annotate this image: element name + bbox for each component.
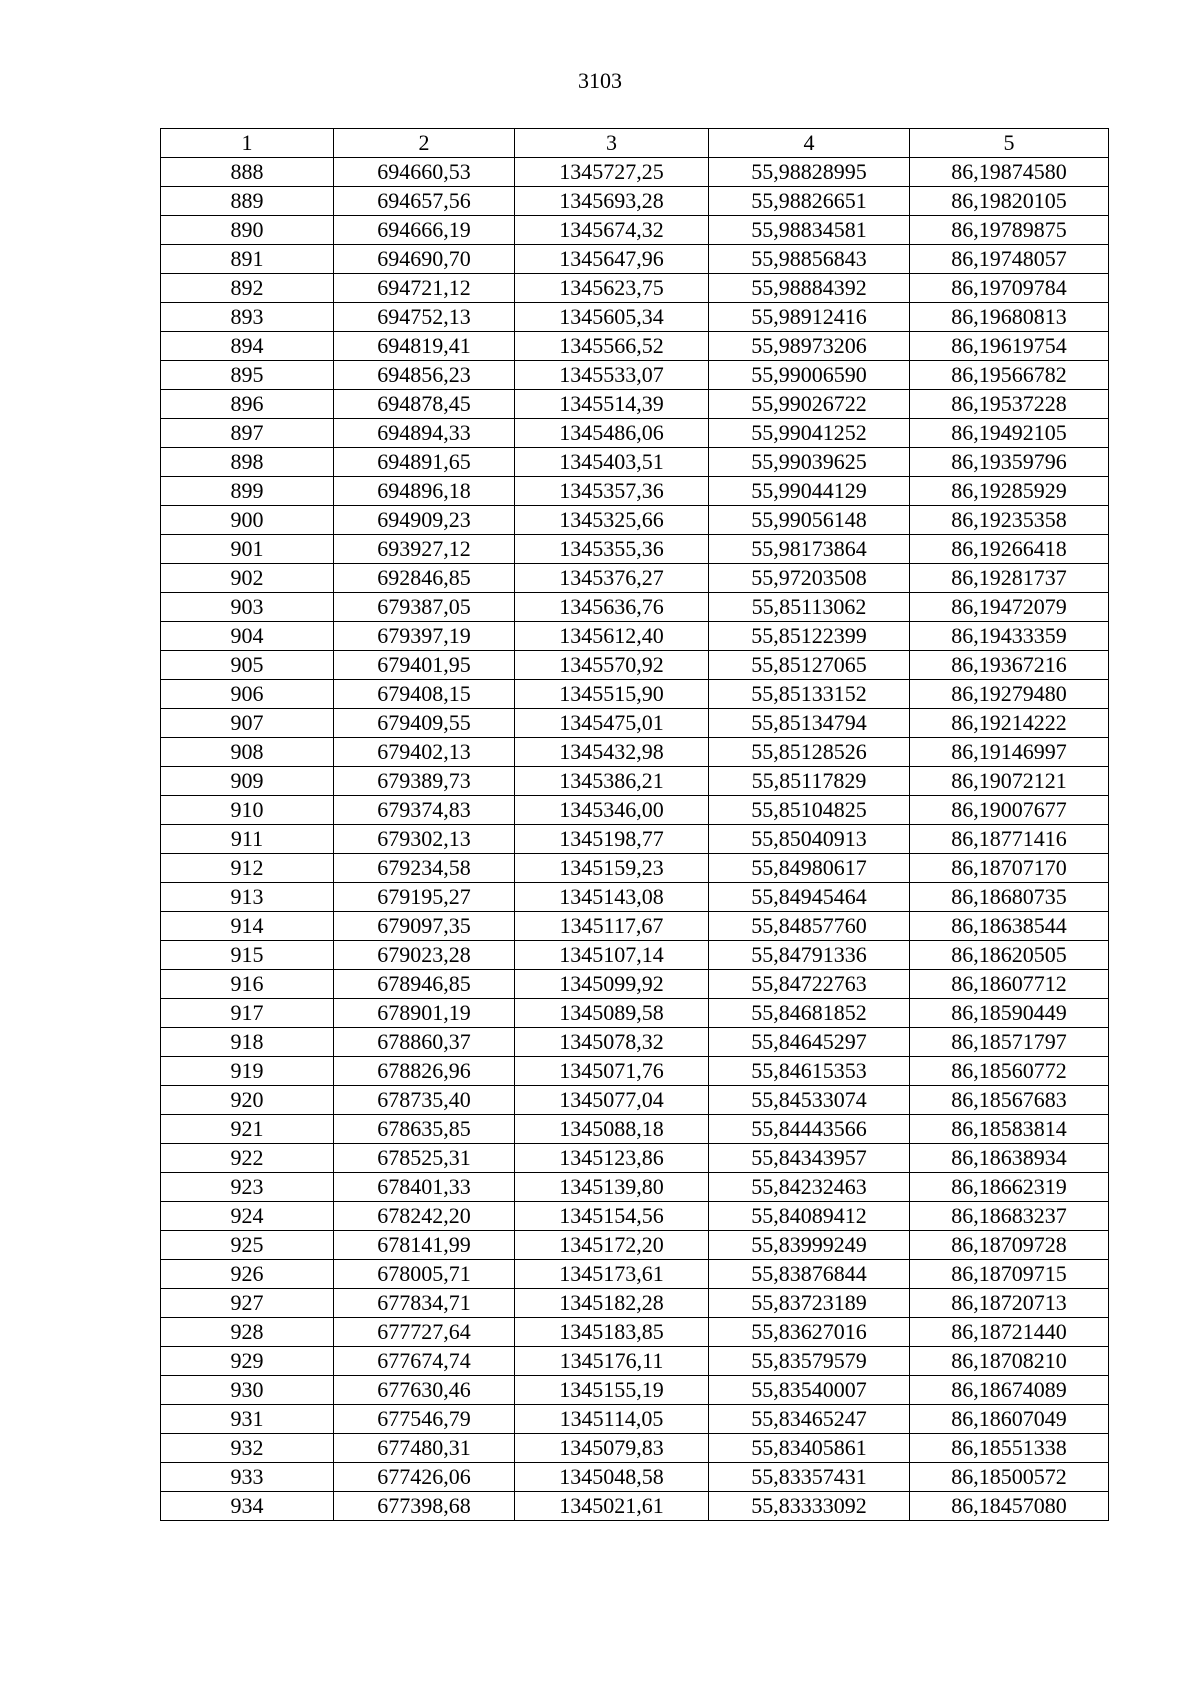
y-coordinate-cell: 1345077,04 — [515, 1086, 709, 1115]
y-coordinate-cell: 1345078,32 — [515, 1028, 709, 1057]
longitude-cell: 86,18674089 — [910, 1376, 1109, 1405]
latitude-cell: 55,85133152 — [709, 680, 910, 709]
y-coordinate-cell: 1345079,83 — [515, 1434, 709, 1463]
point-number-cell: 901 — [161, 535, 334, 564]
x-coordinate-cell: 694819,41 — [334, 332, 515, 361]
x-coordinate-cell: 679374,83 — [334, 796, 515, 825]
x-coordinate-cell: 678826,96 — [334, 1057, 515, 1086]
y-coordinate-cell: 1345114,05 — [515, 1405, 709, 1434]
latitude-cell: 55,99044129 — [709, 477, 910, 506]
table-row — [161, 1492, 1109, 1521]
table-row — [161, 477, 1109, 506]
column-header: 5 — [910, 129, 1109, 158]
table-row — [161, 796, 1109, 825]
point-number-cell: 927 — [161, 1289, 334, 1318]
table-row — [161, 1405, 1109, 1434]
x-coordinate-cell: 679408,15 — [334, 680, 515, 709]
y-coordinate-cell: 1345514,39 — [515, 390, 709, 419]
column-header: 2 — [334, 129, 515, 158]
point-number-cell: 908 — [161, 738, 334, 767]
x-coordinate-cell: 694657,56 — [334, 187, 515, 216]
x-coordinate-cell: 678635,85 — [334, 1115, 515, 1144]
table-row — [161, 564, 1109, 593]
coordinates-table — [160, 128, 1109, 1521]
latitude-cell: 55,83465247 — [709, 1405, 910, 1434]
longitude-cell: 86,19874580 — [910, 158, 1109, 187]
y-coordinate-cell: 1345355,36 — [515, 535, 709, 564]
y-coordinate-cell: 1345566,52 — [515, 332, 709, 361]
latitude-cell: 55,84980617 — [709, 854, 910, 883]
point-number-cell: 890 — [161, 216, 334, 245]
longitude-cell: 86,19279480 — [910, 680, 1109, 709]
table-row — [161, 999, 1109, 1028]
y-coordinate-cell: 1345386,21 — [515, 767, 709, 796]
y-coordinate-cell: 1345647,96 — [515, 245, 709, 274]
y-coordinate-cell: 1345403,51 — [515, 448, 709, 477]
longitude-cell: 86,19472079 — [910, 593, 1109, 622]
longitude-cell: 86,18709715 — [910, 1260, 1109, 1289]
table-row — [161, 912, 1109, 941]
latitude-cell: 55,85122399 — [709, 622, 910, 651]
point-number-cell: 930 — [161, 1376, 334, 1405]
table-row — [161, 1086, 1109, 1115]
column-header: 4 — [709, 129, 910, 158]
table-row — [161, 593, 1109, 622]
longitude-cell: 86,19680813 — [910, 303, 1109, 332]
y-coordinate-cell: 1345089,58 — [515, 999, 709, 1028]
point-number-cell: 916 — [161, 970, 334, 999]
y-coordinate-cell: 1345107,14 — [515, 941, 709, 970]
longitude-cell: 86,19820105 — [910, 187, 1109, 216]
longitude-cell: 86,19709784 — [910, 274, 1109, 303]
point-number-cell: 911 — [161, 825, 334, 854]
table-row — [161, 1202, 1109, 1231]
point-number-cell: 898 — [161, 448, 334, 477]
x-coordinate-cell: 679402,13 — [334, 738, 515, 767]
point-number-cell: 913 — [161, 883, 334, 912]
latitude-cell: 55,83357431 — [709, 1463, 910, 1492]
latitude-cell: 55,85117829 — [709, 767, 910, 796]
table-row — [161, 1057, 1109, 1086]
point-number-cell: 920 — [161, 1086, 334, 1115]
point-number-cell: 918 — [161, 1028, 334, 1057]
longitude-cell: 86,18500572 — [910, 1463, 1109, 1492]
table-row — [161, 1144, 1109, 1173]
x-coordinate-cell: 679302,13 — [334, 825, 515, 854]
latitude-cell: 55,83999249 — [709, 1231, 910, 1260]
table-row — [161, 1463, 1109, 1492]
longitude-cell: 86,19214222 — [910, 709, 1109, 738]
y-coordinate-cell: 1345486,06 — [515, 419, 709, 448]
longitude-cell: 86,18708210 — [910, 1347, 1109, 1376]
latitude-cell: 55,98826651 — [709, 187, 910, 216]
latitude-cell: 55,99056148 — [709, 506, 910, 535]
latitude-cell: 55,83627016 — [709, 1318, 910, 1347]
y-coordinate-cell: 1345182,28 — [515, 1289, 709, 1318]
y-coordinate-cell: 1345570,92 — [515, 651, 709, 680]
x-coordinate-cell: 678860,37 — [334, 1028, 515, 1057]
point-number-cell: 906 — [161, 680, 334, 709]
table-row — [161, 535, 1109, 564]
longitude-cell: 86,19367216 — [910, 651, 1109, 680]
point-number-cell: 912 — [161, 854, 334, 883]
point-number-cell: 928 — [161, 1318, 334, 1347]
point-number-cell: 888 — [161, 158, 334, 187]
x-coordinate-cell: 678901,19 — [334, 999, 515, 1028]
point-number-cell: 926 — [161, 1260, 334, 1289]
latitude-cell: 55,83723189 — [709, 1289, 910, 1318]
latitude-cell: 55,84533074 — [709, 1086, 910, 1115]
x-coordinate-cell: 679397,19 — [334, 622, 515, 651]
x-coordinate-cell: 679195,27 — [334, 883, 515, 912]
longitude-cell: 86,18590449 — [910, 999, 1109, 1028]
longitude-cell: 86,18567683 — [910, 1086, 1109, 1115]
point-number-cell: 905 — [161, 651, 334, 680]
table-row — [161, 1376, 1109, 1405]
table-row — [161, 187, 1109, 216]
longitude-cell: 86,19619754 — [910, 332, 1109, 361]
latitude-cell: 55,84443566 — [709, 1115, 910, 1144]
y-coordinate-cell: 1345159,23 — [515, 854, 709, 883]
x-coordinate-cell: 678735,40 — [334, 1086, 515, 1115]
latitude-cell: 55,84857760 — [709, 912, 910, 941]
table-row — [161, 245, 1109, 274]
table-row — [161, 1289, 1109, 1318]
x-coordinate-cell: 694666,19 — [334, 216, 515, 245]
table-row — [161, 1173, 1109, 1202]
longitude-cell: 86,19537228 — [910, 390, 1109, 419]
longitude-cell: 86,18620505 — [910, 941, 1109, 970]
x-coordinate-cell: 678946,85 — [334, 970, 515, 999]
table-row — [161, 303, 1109, 332]
latitude-cell: 55,85128526 — [709, 738, 910, 767]
latitude-cell: 55,85127065 — [709, 651, 910, 680]
table-body — [161, 158, 1109, 1521]
point-number-cell: 896 — [161, 390, 334, 419]
latitude-cell: 55,85134794 — [709, 709, 910, 738]
longitude-cell: 86,19235358 — [910, 506, 1109, 535]
table-row — [161, 680, 1109, 709]
latitude-cell: 55,99041252 — [709, 419, 910, 448]
table-row — [161, 651, 1109, 680]
y-coordinate-cell: 1345357,36 — [515, 477, 709, 506]
y-coordinate-cell: 1345117,67 — [515, 912, 709, 941]
latitude-cell: 55,84722763 — [709, 970, 910, 999]
table-row — [161, 1231, 1109, 1260]
longitude-cell: 86,18683237 — [910, 1202, 1109, 1231]
longitude-cell: 86,18583814 — [910, 1115, 1109, 1144]
y-coordinate-cell: 1345172,20 — [515, 1231, 709, 1260]
table-row — [161, 158, 1109, 187]
column-header: 3 — [515, 129, 709, 158]
latitude-cell: 55,98828995 — [709, 158, 910, 187]
y-coordinate-cell: 1345099,92 — [515, 970, 709, 999]
x-coordinate-cell: 694752,13 — [334, 303, 515, 332]
point-number-cell: 907 — [161, 709, 334, 738]
table-row — [161, 361, 1109, 390]
longitude-cell: 86,18551338 — [910, 1434, 1109, 1463]
point-number-cell: 900 — [161, 506, 334, 535]
latitude-cell: 55,84945464 — [709, 883, 910, 912]
x-coordinate-cell: 678242,20 — [334, 1202, 515, 1231]
longitude-cell: 86,19146997 — [910, 738, 1109, 767]
y-coordinate-cell: 1345173,61 — [515, 1260, 709, 1289]
table-row — [161, 767, 1109, 796]
y-coordinate-cell: 1345376,27 — [515, 564, 709, 593]
latitude-cell: 55,97203508 — [709, 564, 910, 593]
x-coordinate-cell: 679387,05 — [334, 593, 515, 622]
latitude-cell: 55,84615353 — [709, 1057, 910, 1086]
table-row — [161, 1434, 1109, 1463]
y-coordinate-cell: 1345346,00 — [515, 796, 709, 825]
latitude-cell: 55,84645297 — [709, 1028, 910, 1057]
x-coordinate-cell: 692846,85 — [334, 564, 515, 593]
x-coordinate-cell: 677426,06 — [334, 1463, 515, 1492]
latitude-cell: 55,85104825 — [709, 796, 910, 825]
point-number-cell: 904 — [161, 622, 334, 651]
y-coordinate-cell: 1345198,77 — [515, 825, 709, 854]
y-coordinate-cell: 1345727,25 — [515, 158, 709, 187]
point-number-cell: 929 — [161, 1347, 334, 1376]
point-number-cell: 910 — [161, 796, 334, 825]
longitude-cell: 86,19007677 — [910, 796, 1109, 825]
point-number-cell: 893 — [161, 303, 334, 332]
point-number-cell: 933 — [161, 1463, 334, 1492]
y-coordinate-cell: 1345176,11 — [515, 1347, 709, 1376]
x-coordinate-cell: 679409,55 — [334, 709, 515, 738]
point-number-cell: 899 — [161, 477, 334, 506]
table-row — [161, 1318, 1109, 1347]
y-coordinate-cell: 1345155,19 — [515, 1376, 709, 1405]
x-coordinate-cell: 678401,33 — [334, 1173, 515, 1202]
latitude-cell: 55,84089412 — [709, 1202, 910, 1231]
table-row — [161, 390, 1109, 419]
y-coordinate-cell: 1345533,07 — [515, 361, 709, 390]
point-number-cell: 903 — [161, 593, 334, 622]
table-row — [161, 1347, 1109, 1376]
latitude-cell: 55,98973206 — [709, 332, 910, 361]
longitude-cell: 86,18771416 — [910, 825, 1109, 854]
table-row — [161, 825, 1109, 854]
latitude-cell: 55,83540007 — [709, 1376, 910, 1405]
longitude-cell: 86,18709728 — [910, 1231, 1109, 1260]
longitude-cell: 86,18457080 — [910, 1492, 1109, 1521]
x-coordinate-cell: 679401,95 — [334, 651, 515, 680]
y-coordinate-cell: 1345674,32 — [515, 216, 709, 245]
y-coordinate-cell: 1345048,58 — [515, 1463, 709, 1492]
longitude-cell: 86,18638544 — [910, 912, 1109, 941]
x-coordinate-cell: 677834,71 — [334, 1289, 515, 1318]
longitude-cell: 86,18607049 — [910, 1405, 1109, 1434]
latitude-cell: 55,98173864 — [709, 535, 910, 564]
point-number-cell: 894 — [161, 332, 334, 361]
point-number-cell: 914 — [161, 912, 334, 941]
longitude-cell: 86,18560772 — [910, 1057, 1109, 1086]
point-number-cell: 892 — [161, 274, 334, 303]
y-coordinate-cell: 1345623,75 — [515, 274, 709, 303]
longitude-cell: 86,19359796 — [910, 448, 1109, 477]
longitude-cell: 86,19281737 — [910, 564, 1109, 593]
x-coordinate-cell: 694878,45 — [334, 390, 515, 419]
table-row — [161, 883, 1109, 912]
table-row — [161, 854, 1109, 883]
table-row — [161, 332, 1109, 361]
point-number-cell: 917 — [161, 999, 334, 1028]
page-number: 3103 — [578, 68, 622, 93]
table-row — [161, 1260, 1109, 1289]
point-number-cell: 891 — [161, 245, 334, 274]
point-number-cell: 932 — [161, 1434, 334, 1463]
longitude-cell: 86,18571797 — [910, 1028, 1109, 1057]
longitude-cell: 86,19433359 — [910, 622, 1109, 651]
point-number-cell: 897 — [161, 419, 334, 448]
x-coordinate-cell: 694909,23 — [334, 506, 515, 535]
y-coordinate-cell: 1345183,85 — [515, 1318, 709, 1347]
latitude-cell: 55,98912416 — [709, 303, 910, 332]
table-row — [161, 1115, 1109, 1144]
latitude-cell: 55,99039625 — [709, 448, 910, 477]
latitude-cell: 55,83876844 — [709, 1260, 910, 1289]
latitude-cell: 55,99006590 — [709, 361, 910, 390]
x-coordinate-cell: 694894,33 — [334, 419, 515, 448]
x-coordinate-cell: 679023,28 — [334, 941, 515, 970]
latitude-cell: 55,84791336 — [709, 941, 910, 970]
longitude-cell: 86,18707170 — [910, 854, 1109, 883]
x-coordinate-cell: 678005,71 — [334, 1260, 515, 1289]
y-coordinate-cell: 1345475,01 — [515, 709, 709, 738]
point-number-cell: 931 — [161, 1405, 334, 1434]
x-coordinate-cell: 678525,31 — [334, 1144, 515, 1173]
table-row — [161, 709, 1109, 738]
point-number-cell: 889 — [161, 187, 334, 216]
y-coordinate-cell: 1345139,80 — [515, 1173, 709, 1202]
point-number-cell: 921 — [161, 1115, 334, 1144]
y-coordinate-cell: 1345636,76 — [515, 593, 709, 622]
y-coordinate-cell: 1345693,28 — [515, 187, 709, 216]
longitude-cell: 86,19492105 — [910, 419, 1109, 448]
latitude-cell: 55,99026722 — [709, 390, 910, 419]
latitude-cell: 55,85113062 — [709, 593, 910, 622]
x-coordinate-cell: 694721,12 — [334, 274, 515, 303]
x-coordinate-cell: 693927,12 — [334, 535, 515, 564]
y-coordinate-cell: 1345432,98 — [515, 738, 709, 767]
point-number-cell: 925 — [161, 1231, 334, 1260]
longitude-cell: 86,19789875 — [910, 216, 1109, 245]
longitude-cell: 86,18607712 — [910, 970, 1109, 999]
latitude-cell: 55,84232463 — [709, 1173, 910, 1202]
x-coordinate-cell: 677546,79 — [334, 1405, 515, 1434]
table-row — [161, 448, 1109, 477]
latitude-cell: 55,84343957 — [709, 1144, 910, 1173]
x-coordinate-cell: 694660,53 — [334, 158, 515, 187]
longitude-cell: 86,18638934 — [910, 1144, 1109, 1173]
y-coordinate-cell: 1345605,34 — [515, 303, 709, 332]
longitude-cell: 86,18662319 — [910, 1173, 1109, 1202]
x-coordinate-cell: 694856,23 — [334, 361, 515, 390]
y-coordinate-cell: 1345515,90 — [515, 680, 709, 709]
table-row — [161, 970, 1109, 999]
x-coordinate-cell: 679389,73 — [334, 767, 515, 796]
point-number-cell: 902 — [161, 564, 334, 593]
x-coordinate-cell: 679234,58 — [334, 854, 515, 883]
longitude-cell: 86,18721440 — [910, 1318, 1109, 1347]
point-number-cell: 919 — [161, 1057, 334, 1086]
point-number-cell: 895 — [161, 361, 334, 390]
longitude-cell: 86,19748057 — [910, 245, 1109, 274]
table-row — [161, 738, 1109, 767]
point-number-cell: 923 — [161, 1173, 334, 1202]
point-number-cell: 915 — [161, 941, 334, 970]
latitude-cell: 55,83333092 — [709, 1492, 910, 1521]
y-coordinate-cell: 1345154,56 — [515, 1202, 709, 1231]
point-number-cell: 922 — [161, 1144, 334, 1173]
table-row — [161, 622, 1109, 651]
x-coordinate-cell: 678141,99 — [334, 1231, 515, 1260]
x-coordinate-cell: 694690,70 — [334, 245, 515, 274]
y-coordinate-cell: 1345071,76 — [515, 1057, 709, 1086]
table-header-row — [161, 129, 1109, 158]
table-row — [161, 419, 1109, 448]
y-coordinate-cell: 1345123,86 — [515, 1144, 709, 1173]
table-row — [161, 1028, 1109, 1057]
x-coordinate-cell: 694891,65 — [334, 448, 515, 477]
latitude-cell: 55,83405861 — [709, 1434, 910, 1463]
column-header: 1 — [161, 129, 334, 158]
x-coordinate-cell: 677630,46 — [334, 1376, 515, 1405]
point-number-cell: 909 — [161, 767, 334, 796]
y-coordinate-cell: 1345021,61 — [515, 1492, 709, 1521]
x-coordinate-cell: 694896,18 — [334, 477, 515, 506]
x-coordinate-cell: 677480,31 — [334, 1434, 515, 1463]
x-coordinate-cell: 677398,68 — [334, 1492, 515, 1521]
longitude-cell: 86,19072121 — [910, 767, 1109, 796]
y-coordinate-cell: 1345143,08 — [515, 883, 709, 912]
longitude-cell: 86,19566782 — [910, 361, 1109, 390]
table-row — [161, 941, 1109, 970]
table-row — [161, 216, 1109, 245]
table-row — [161, 506, 1109, 535]
latitude-cell: 55,98884392 — [709, 274, 910, 303]
latitude-cell: 55,98856843 — [709, 245, 910, 274]
x-coordinate-cell: 679097,35 — [334, 912, 515, 941]
y-coordinate-cell: 1345325,66 — [515, 506, 709, 535]
latitude-cell: 55,83579579 — [709, 1347, 910, 1376]
point-number-cell: 924 — [161, 1202, 334, 1231]
longitude-cell: 86,18720713 — [910, 1289, 1109, 1318]
latitude-cell: 55,84681852 — [709, 999, 910, 1028]
y-coordinate-cell: 1345612,40 — [515, 622, 709, 651]
point-number-cell: 934 — [161, 1492, 334, 1521]
x-coordinate-cell: 677674,74 — [334, 1347, 515, 1376]
longitude-cell: 86,19285929 — [910, 477, 1109, 506]
latitude-cell: 55,85040913 — [709, 825, 910, 854]
table-row — [161, 274, 1109, 303]
y-coordinate-cell: 1345088,18 — [515, 1115, 709, 1144]
x-coordinate-cell: 677727,64 — [334, 1318, 515, 1347]
longitude-cell: 86,18680735 — [910, 883, 1109, 912]
longitude-cell: 86,19266418 — [910, 535, 1109, 564]
latitude-cell: 55,98834581 — [709, 216, 910, 245]
